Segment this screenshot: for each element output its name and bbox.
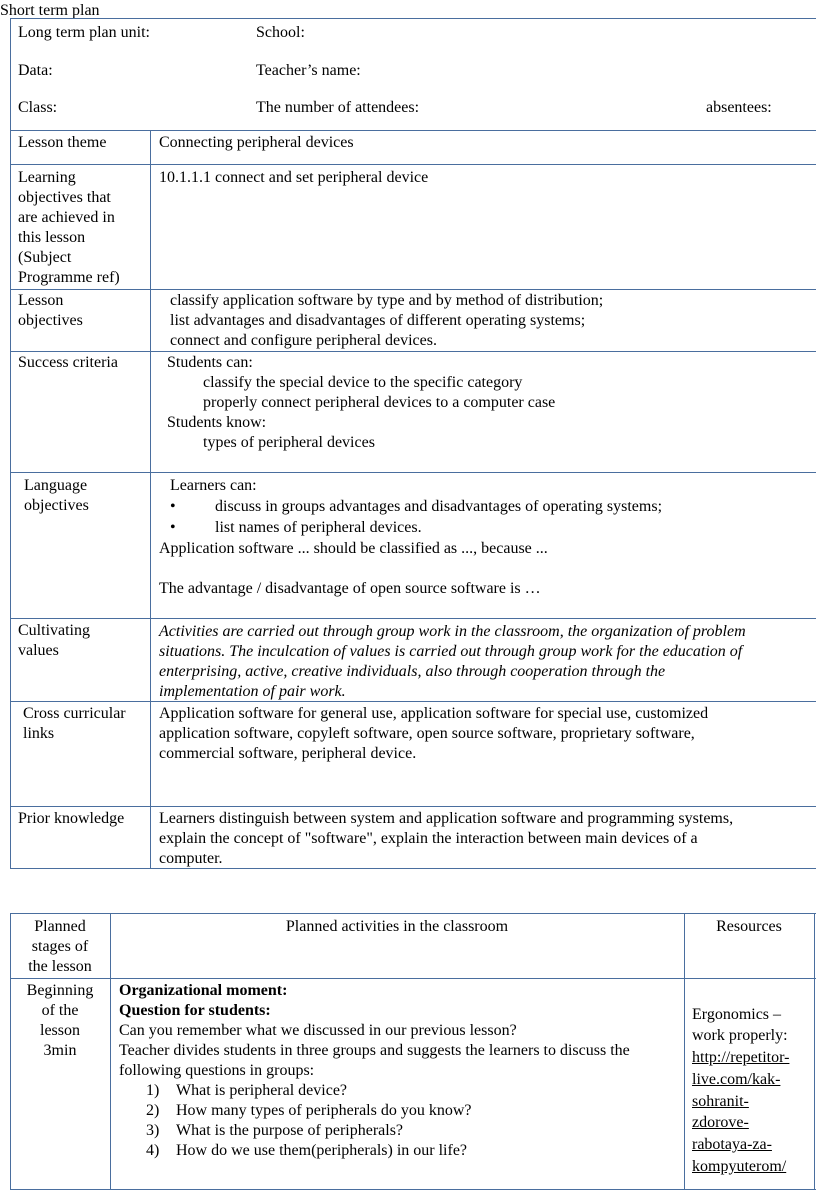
list-item: classify application software by type and by method of distribution; — [170, 292, 604, 309]
bullet-icon: • — [170, 498, 176, 515]
document-title: Short term plan — [0, 2, 100, 19]
absentees-label: absentees: — [706, 99, 772, 116]
cross-curricular-text: Application software for general use, application software for special use, customized application software, copyleft software, open source software, proprietary software, commercial software, peripheral device. — [159, 705, 709, 762]
list-item: 4) How do we use them(peripherals) in our life? — [146, 1142, 468, 1159]
list-item: discuss in groups advantages and disadvantages of operating systems; — [215, 498, 663, 515]
bullet-icon: • — [170, 519, 176, 536]
list-item: properly connect peripheral devices to a computer case — [203, 394, 556, 411]
planned-activities-header: Planned activities in the classroom — [285, 918, 509, 935]
class-label: Class: — [18, 99, 58, 116]
list-item: 1) What is peripheral device? — [146, 1082, 348, 1099]
students-can-heading: Students can: — [167, 354, 253, 371]
success-criteria-can-list — [203, 373, 555, 413]
lesson-objectives-list — [170, 291, 603, 351]
learning-objectives-label: Learning objectives that are achieved in this lesson (Subject Programme ref) — [18, 169, 120, 286]
prior-knowledge-label: Prior knowledge — [18, 810, 125, 827]
resources-header: Resources — [716, 918, 782, 935]
language-objectives-label: Language objectives — [24, 477, 89, 514]
learning-objectives-value: 10.1.1.1 connect and set peripheral device — [159, 169, 429, 186]
prior-knowledge-text: Learners distinguish between system and application software and programming systems, explain the concept of "software", explain the interaction between main devices of a computer. — [159, 810, 734, 867]
list-item: connect and configure peripheral devices. — [170, 332, 437, 349]
list-item: list advantages and disadvantages of different operating systems; — [170, 312, 586, 329]
activity-intro: Teacher divides students in three groups and suggests the learners to discuss the following questions in groups: — [119, 1042, 630, 1079]
question-heading: Question for students: — [119, 1002, 271, 1019]
cross-curricular-label: Cross curricular links — [23, 705, 126, 742]
school-label: School: — [256, 24, 305, 41]
resource-description: Ergonomics – work properly: — [692, 1006, 788, 1044]
list-item: 2) How many types of peripherals do you know? — [146, 1102, 472, 1119]
lesson-theme-label: Lesson theme — [18, 134, 107, 151]
resource-link[interactable]: http://repetitor- live.com/kak- sohranit- zdorove- rabotaya-za- kompyuterom/ — [692, 1049, 790, 1175]
list-item: classify the special device to the specific category — [203, 374, 523, 391]
attendees-label: The number of attendees: — [256, 99, 420, 116]
date-label: Data: — [18, 62, 53, 79]
stage-beginning: Beginning of the lesson 3min — [26, 982, 94, 1059]
cultivating-values-label: Cultivating values — [18, 622, 90, 659]
teacher-name-label: Teacher’s name: — [256, 62, 361, 79]
language-phrase: Application software ... should be classified as ..., because ... — [159, 540, 548, 557]
organizational-moment-heading: Organizational moment: — [119, 982, 288, 999]
long-term-plan-unit-label: Long term plan unit: — [18, 24, 150, 41]
lesson-theme-value: Connecting peripheral devices — [159, 134, 354, 151]
success-criteria-label: Success criteria — [18, 354, 118, 371]
cultivating-values-text: Activities are carried out through group work in the classroom, the organization of problem situations. The inculcation of values is carried out through group work for the education of enterprising, active, creative individuals, also through cooperation through the implementation of pair work. — [159, 623, 746, 700]
question-text: Can you remember what we discussed in our previous lesson? — [119, 1022, 517, 1039]
lesson-objectives-label: Lesson objectives — [18, 292, 83, 329]
language-phrase: The advantage / disadvantage of open source software is … — [159, 580, 541, 597]
list-item: list names of peripheral devices. — [215, 519, 422, 536]
learners-can-heading: Learners can: — [170, 477, 257, 494]
question-list — [146, 1081, 472, 1161]
students-know-heading: Students know: — [167, 414, 267, 431]
list-item: types of peripheral devices — [203, 434, 375, 451]
list-item: 3) What is the purpose of peripherals? — [146, 1122, 404, 1139]
planned-stages-header: Planned stages of the lesson — [28, 918, 92, 975]
